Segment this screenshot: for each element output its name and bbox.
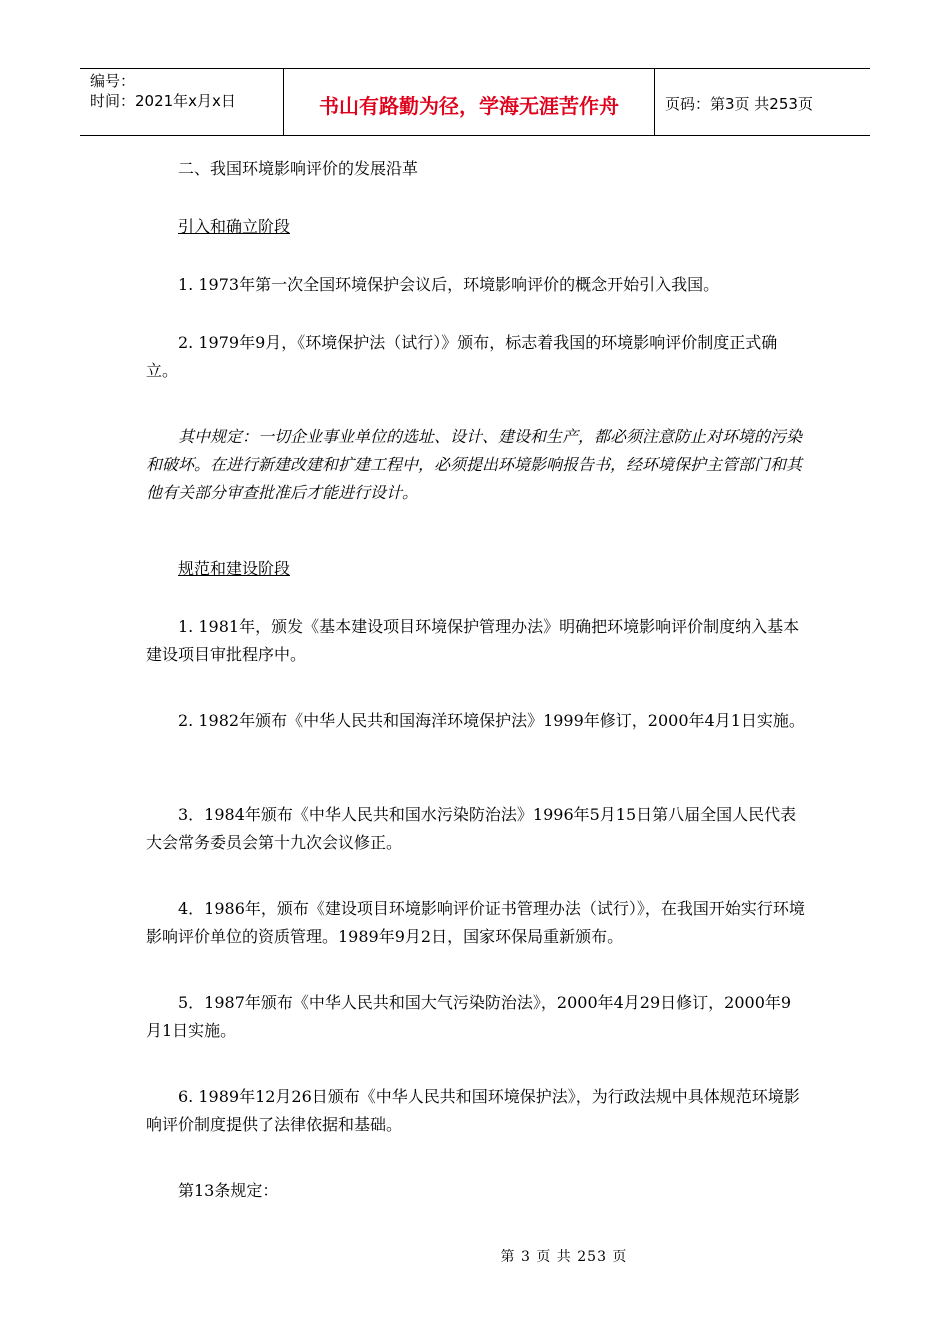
paragraph-1981: 1. 1981年，颁发《基本建设项目环境保护管理办法》明确把环境影响评价制度纳入基本建设项目审批程序中。 [146, 617, 800, 664]
paragraph-article-13: 第13条规定： [178, 1181, 279, 1200]
paragraph-1989: 6. 1989年12月26日颁布《中华人民共和国环境保护法》，为行政法规中具体规范环境影响评价制度提供了法律依据和基础。 [146, 1087, 800, 1134]
paragraph-1986: 4．1986年，颁布《建设项目环境影响评价证书管理办法（试行）》，在我国开始实行环境影响评价单位的资质管理。1989年9月2日，国家环保局重新颁布。 [146, 899, 805, 946]
footer-page-number: 第 3 页 共 253 页 [500, 1249, 628, 1265]
paragraph-1973: 1. 1973年第一次全国环境保护会议后，环境影响评价的概念开始引入我国。 [178, 275, 720, 294]
paragraph-1987: 5．1987年颁布《中华人民共和国大气污染防治法》，2000年4月29日修订，2000年9月1日实施。 [146, 993, 792, 1040]
paragraph-1979: 2. 1979年9月，《环境保护法（试行）》颁布，标志着我国的环境影响评价制度正式确立。 [146, 333, 778, 380]
paragraph-1984: 3．1984年颁布《中华人民共和国水污染防治法》1996年5月15日第八届全国人民代表大会常务委员会第十九次会议修正。 [146, 805, 797, 852]
subsection-heading-norm-text: 规范和建设阶段 [178, 559, 291, 578]
subsection-heading-norm [146, 555, 806, 583]
subsection-heading-intro [146, 213, 806, 241]
document-number-label: 编号： [90, 72, 136, 90]
document-header [80, 68, 870, 136]
paragraph-provision: 其中规定：一切企业事业单位的选址、设计、建设和生产，都必须注意防止对环境的污染和破坏。在进行新建改建和扩建工程中，必须提出环境影响报告书，经环境保护主管部门和其他有关部分审查批准后才能进行设计。 [146, 427, 803, 502]
page-footer [0, 1246, 950, 1266]
subsection-heading-intro-text: 引入和确立阶段 [178, 217, 291, 236]
section-heading: 二、我国环境影响评价的发展沿革 [178, 159, 419, 178]
header-meta [80, 69, 283, 135]
paragraph-1982: 2. 1982年颁布《中华人民共和国海洋环境保护法》1999年修订，2000年4月1日实施。 [178, 711, 805, 730]
header-motto: 书山有路勤为径，学海无涯苦作舟 [283, 69, 655, 135]
document-time: 时间：2021年x月x日 [90, 92, 236, 110]
header-page-info: 页码：第3页 共253页 [665, 94, 813, 113]
